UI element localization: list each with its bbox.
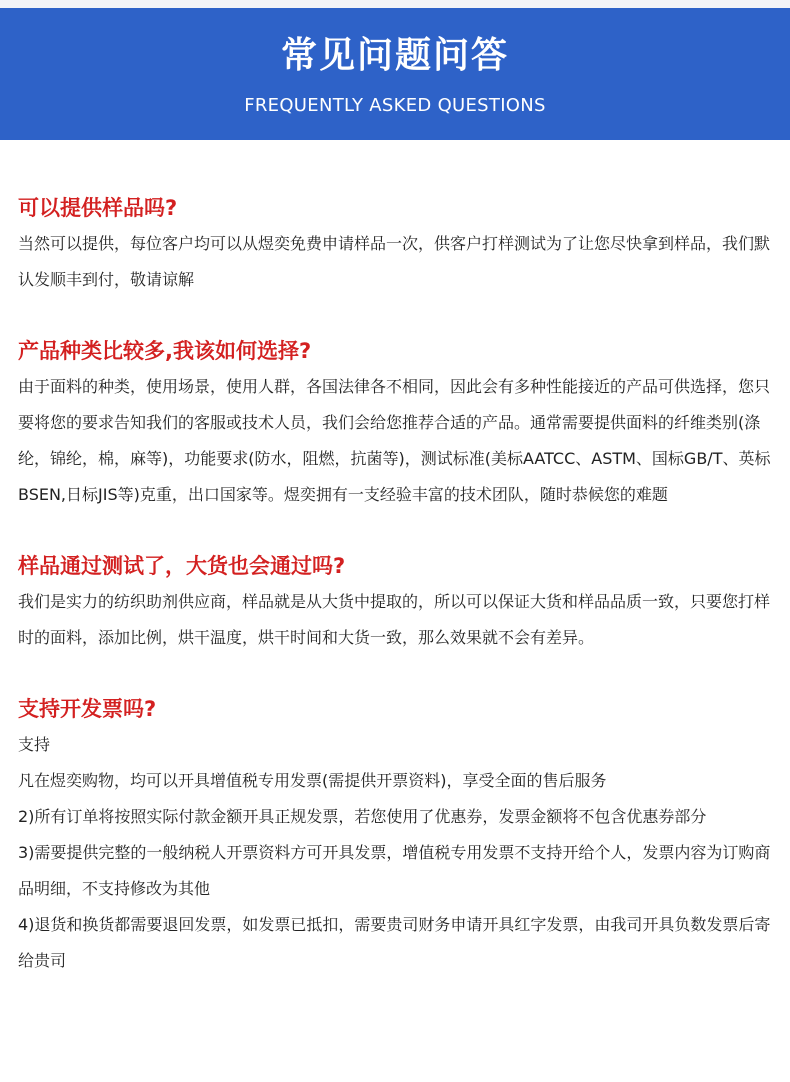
faq-answer-line: 3)需要提供完整的一般纳税人开票资料方可开具发票，增值税专用发票不支持开给个人，发票内容为订购商品明细，不支持修改为其他 (18, 843, 771, 898)
faq-question: 支持开发票吗? (18, 697, 157, 721)
page-title: 常见问题问答 (280, 35, 509, 76)
faq-item-product-selection (18, 333, 776, 513)
faq-answer-line: 凡在煜奕购物，均可以开具增值税专用发票(需提供开票资料)，享受全面的售后服务 (18, 771, 607, 790)
faq-item-bulk-quality (18, 548, 776, 656)
faq-question: 样品通过测试了，大货也会通过吗? (18, 554, 346, 578)
page-subtitle: FREQUENTLY ASKED QUESTIONS (244, 95, 546, 116)
faq-answer-line: 2)所有订单将按照实际付款金额开具正规发票，若您使用了优惠券，发票金额将不包含优惠券部分 (18, 807, 707, 826)
faq-answer-line: 支持 (18, 735, 51, 754)
faq-answer-line: 我们是实力的纺织助剂供应商，样品就是从大货中提取的，所以可以保证大货和样品品质一致，只要您打样时的面料，添加比例，烘干温度，烘干时间和大货一致，那么效果就不会有差异。 (18, 592, 771, 647)
faq-answer-line: 4)退货和换货都需要退回发票，如发票已抵扣，需要贵司财务申请开具红字发票，由我司开具负数发票后寄给贵司 (18, 915, 771, 970)
header-banner (0, 8, 790, 140)
faq-answer-line: 由于面料的种类，使用场景，使用人群，各国法律各不相同，因此会有多种性能接近的产品可供选择，您只要将您的要求告知我们的客服或技术人员，我们会给您推荐合适的产品。通常需要提供面料的纤维类别(涤纶，锦纶，棉，麻等)，功能要求(防水，阻燃，抗菌等)，测试标准(美标AATCC、ASTM、国标GB/T、英标BSEN,日标JIS等)克重，出口国家等。煜奕拥有一支经验丰富的技术团队，随时恭候您的难题 (18, 377, 771, 504)
faq-answer-line: 当然可以提供，每位客户均可以从煜奕免费申请样品一次，供客户打样测试为了让您尽快拿到样品，我们默认发顺丰到付，敬请谅解 (18, 234, 771, 289)
faq-question: 产品种类比较多,我该如何选择? (18, 339, 312, 363)
faq-question: 可以提供样品吗? (18, 196, 178, 220)
faq-list (18, 190, 776, 1014)
faq-item-invoice (18, 691, 776, 979)
faq-item-samples (18, 190, 776, 298)
top-strip (0, 0, 790, 8)
